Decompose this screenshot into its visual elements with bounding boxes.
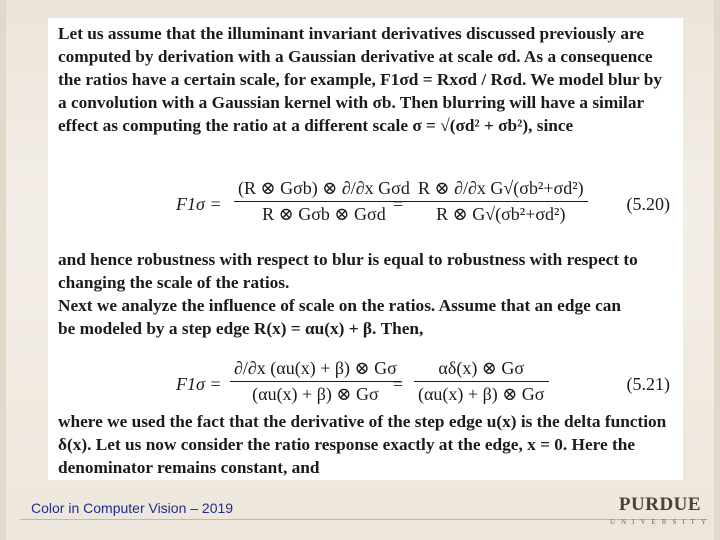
fraction-numerator: αδ(x) ⊗ Gσ <box>438 358 525 378</box>
equation-fraction <box>234 178 414 225</box>
equation-fraction <box>414 358 549 405</box>
equation-5-20 <box>58 178 676 238</box>
fraction-denominator: R ⊗ Gσb ⊗ Gσd <box>262 204 386 225</box>
equation-fraction <box>414 178 588 225</box>
text-line: the ratios have a certain scale, for example, F1σd = Rxσd / Rσd. We model blur by <box>58 70 662 89</box>
right-border-stripe <box>714 0 720 540</box>
equation-lhs: F1σ = <box>176 194 222 214</box>
equation-lhs: F1σ = <box>176 374 222 394</box>
fraction-bar <box>414 381 549 382</box>
text-line: a convolution with a Gaussian kernel with σb. Then blurring will have a similar <box>58 93 645 112</box>
fraction-numerator: (R ⊗ Gσb) ⊗ ∂/∂x Gσd <box>238 178 410 198</box>
equals-sign: = <box>393 374 404 394</box>
footer-title: Color in Computer Vision – 2019 <box>31 500 234 516</box>
text-line: changing the scale of the ratios. <box>58 273 290 292</box>
logo-subtitle: UNIVERSITY <box>610 518 712 526</box>
fraction-bar <box>414 201 588 202</box>
fraction-bar <box>234 201 414 202</box>
equation-number: (5.20) <box>626 194 670 214</box>
text-line: be modeled by a step edge R(x) = αu(x) + β. Then, <box>58 319 424 338</box>
fraction-denominator: (αu(x) + β) ⊗ Gσ <box>252 384 379 405</box>
text-line: effect as computing the ratio at a different scale σ = √(σd² + σb²), since <box>58 116 574 135</box>
equation-number: (5.21) <box>626 374 670 394</box>
fraction-denominator: R ⊗ G√(σb²+σd²) <box>436 204 566 225</box>
fraction-numerator: ∂/∂x (αu(x) + β) ⊗ Gσ <box>234 358 397 378</box>
logo-wordmark: PURDUE <box>618 494 702 515</box>
fraction-bar <box>230 381 401 382</box>
document-page <box>48 18 683 480</box>
left-border-stripe <box>0 0 6 540</box>
purdue-logo <box>610 494 710 530</box>
equation-5-21 <box>58 358 676 418</box>
equals-sign: = <box>393 194 404 214</box>
text-line: Next we analyze the influence of scale on the ratios. Assume that an edge can <box>58 296 622 315</box>
text-line: and hence robustness with respect to blur is equal to robustness with respect to <box>58 250 638 269</box>
fraction-numerator: R ⊗ ∂/∂x G√(σb²+σd²) <box>418 178 584 198</box>
text-line: δ(x). Let us now consider the ratio response exactly at the edge, x = 0. Here the <box>58 435 636 454</box>
text-line: denominator remains constant, and <box>58 458 320 477</box>
equation-fraction <box>230 358 404 405</box>
paragraph-3 <box>58 410 676 479</box>
paragraph-1 <box>58 22 676 137</box>
text-line: Let us assume that the illuminant invariant derivatives discussed previously are <box>58 24 645 43</box>
paragraph-2 <box>58 248 676 340</box>
text-line: where we used the fact that the derivative of the step edge u(x) is the delta function <box>58 412 667 431</box>
footer-divider <box>20 519 708 520</box>
text-line: computed by derivation with a Gaussian derivative at scale σd. As a consequence <box>58 47 653 66</box>
fraction-denominator: (αu(x) + β) ⊗ Gσ <box>418 384 545 405</box>
